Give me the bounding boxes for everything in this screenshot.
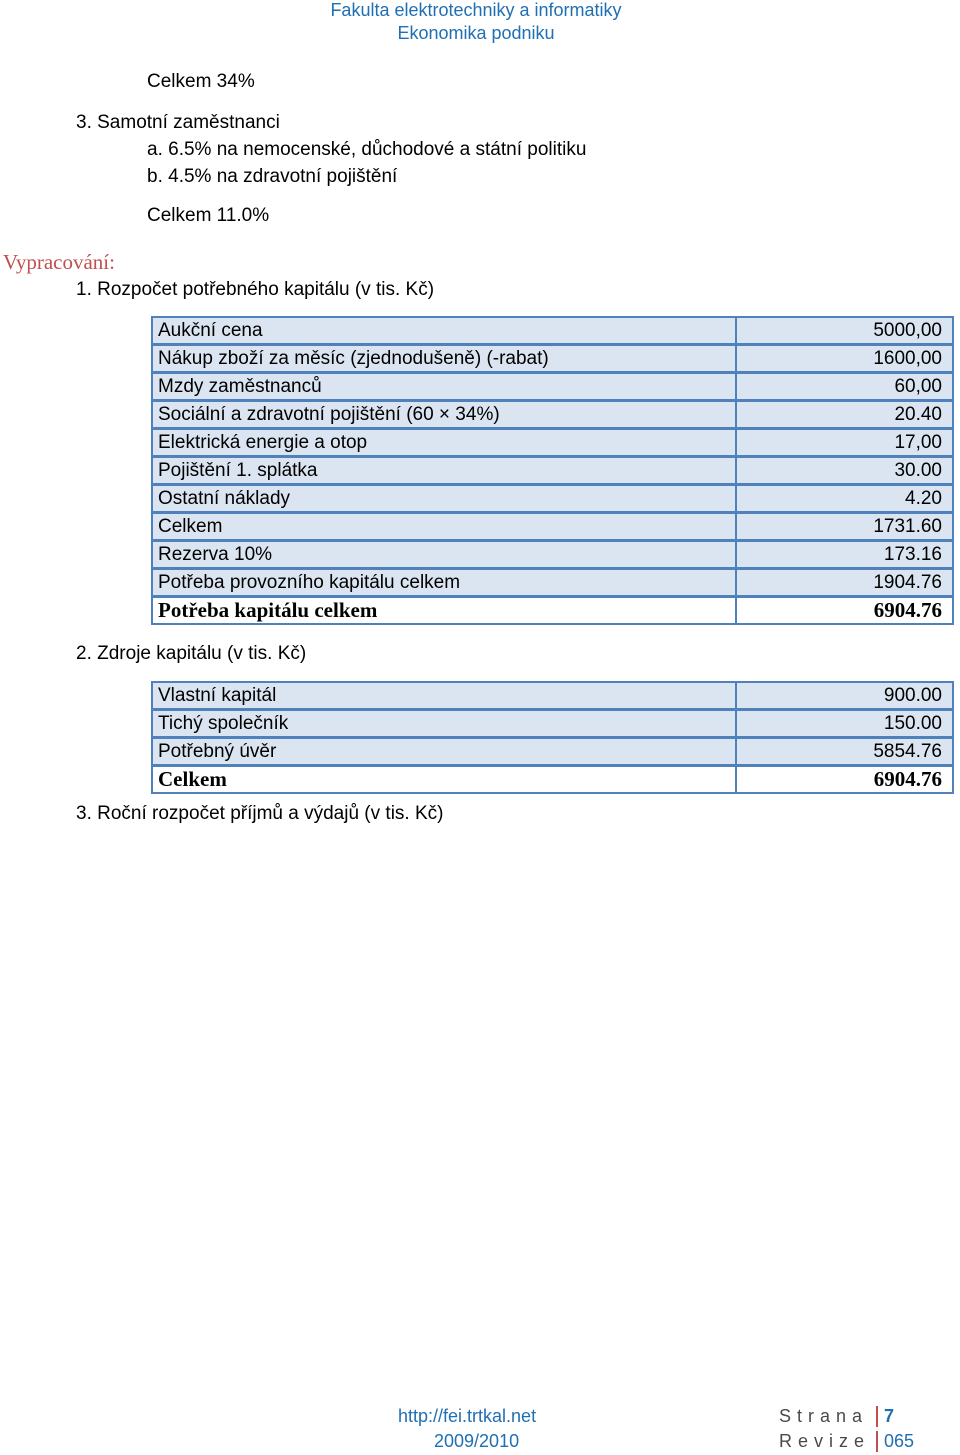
row-value: 1731.60 [736, 513, 954, 541]
row-label: Ostatní náklady [151, 485, 736, 513]
footer-revision-label: Revize [779, 1431, 871, 1451]
row-value: 6904.76 [736, 766, 954, 794]
row-label: Vlastní kapitál [151, 681, 736, 710]
row-label: Nákup zboží za měsíc (zjednodušeně) (-rabat) [151, 345, 736, 373]
footer-year: 2009/2010 [434, 1431, 520, 1451]
table-row [151, 485, 954, 513]
point-3: 3. Roční rozpočet příjmů a výdajů (v tis. Kč) [76, 803, 444, 824]
row-value: 1904.76 [736, 569, 954, 597]
item-3b: b. 4.5% na zdravotní pojištění [147, 166, 398, 187]
row-label: Mzdy zaměstnanců [151, 373, 736, 401]
row-label: Potřeba kapitálu celkem [151, 597, 736, 625]
table-row [151, 373, 954, 401]
footer-revision-number: 065 [876, 1431, 914, 1452]
table-row [151, 681, 954, 710]
table-row [151, 345, 954, 373]
row-value: 6904.76 [736, 597, 954, 625]
row-label: Celkem [151, 766, 736, 794]
table-row [151, 316, 954, 345]
section-heading: Vypracování: [3, 250, 115, 274]
table-row [151, 429, 954, 457]
row-label: Tichý společník [151, 710, 736, 738]
footer-page-number: 7 [876, 1406, 894, 1427]
row-value: 1600,00 [736, 345, 954, 373]
row-label: Potřeba provozního kapitálu celkem [151, 569, 736, 597]
row-value: 150.00 [736, 710, 954, 738]
row-value: 30.00 [736, 457, 954, 485]
table-total-row [151, 597, 954, 625]
table-row [151, 541, 954, 569]
capital-sources-table [151, 681, 954, 794]
row-value: 60,00 [736, 373, 954, 401]
row-value: 900.00 [736, 681, 954, 710]
table-total-row [151, 766, 954, 794]
header-faculty: Fakulta elektrotechniky a informatiky [330, 0, 622, 20]
row-value: 4.20 [736, 485, 954, 513]
footer-page-label: Strana [779, 1406, 869, 1426]
item-3: 3. Samotní zaměstnanci [76, 112, 280, 133]
table-row [151, 401, 954, 429]
point-2: 2. Zdroje kapitálu (v tis. Kč) [76, 643, 307, 664]
row-label: Potřebný úvěr [151, 738, 736, 766]
table-row [151, 569, 954, 597]
row-value: 173.16 [736, 541, 954, 569]
capital-budget-table [151, 316, 954, 625]
table-row [151, 710, 954, 738]
row-label: Sociální a zdravotní pojištění (60 × 34%) [151, 401, 736, 429]
row-label: Elektrická energie a otop [151, 429, 736, 457]
row-label: Celkem [151, 513, 736, 541]
celkem-11: Celkem 11.0% [147, 205, 270, 226]
row-value: 20.40 [736, 401, 954, 429]
footer-url[interactable]: http://fei.trtkal.net [398, 1406, 537, 1426]
row-label: Rezerva 10% [151, 541, 736, 569]
header-course: Ekonomika podniku [397, 23, 555, 43]
table-row [151, 457, 954, 485]
point-1: 1. Rozpočet potřebného kapitálu (v tis. Kč) [76, 279, 435, 300]
row-label: Aukční cena [151, 316, 736, 345]
row-value: 17,00 [736, 429, 954, 457]
item-3a: a. 6.5% na nemocenské, důchodové a státní politiku [147, 139, 587, 160]
table-row [151, 513, 954, 541]
table-row [151, 738, 954, 766]
row-value: 5854.76 [736, 738, 954, 766]
row-value: 5000,00 [736, 316, 954, 345]
row-label: Pojištění 1. splátka [151, 457, 736, 485]
celkem-34: Celkem 34% [147, 71, 255, 92]
